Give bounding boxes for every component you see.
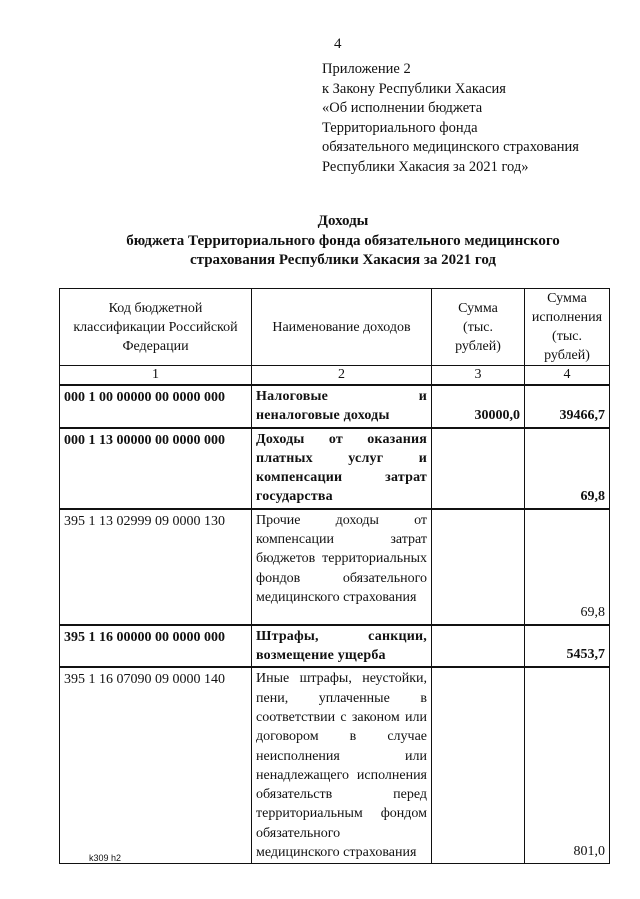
page-number: 4 [334,36,342,52]
title-line: бюджета Территориального фонда обязательного медицинского [126,232,560,249]
table-row [60,667,610,863]
row-name: Иные штрафы, неустойки, пени, уплаченные в соответствии с законом или договором в случае неисполнения или ненадлежащего исполнения обязательств перед территориальным фондом обязательного медицинского страхования [252,667,432,863]
row-executed: 39466,7 [525,385,610,428]
appendix-line: к Закону Республики Хакасия [322,80,506,97]
column-number: 4 [525,366,610,386]
row-name: Доходы от оказания платных услуг и компенсации затрат государства [252,428,432,509]
table-header-row [60,289,610,366]
appendix-line: «Об исполнении бюджета [322,100,483,116]
column-number: 3 [432,366,525,386]
appendix-line: обязательного медицинского страхования [322,139,579,155]
column-number: 1 [60,366,252,386]
title-line: Доходы [317,213,369,229]
appendix-header [322,60,579,177]
header-sum: Сумма (тыс. рублей) [432,289,525,366]
column-number: 2 [252,366,432,386]
document-title [60,212,626,271]
row-sum [432,428,525,509]
table-row [60,385,610,428]
column-number-row [60,366,610,386]
appendix-line: Территориального фонда [322,119,478,136]
row-executed: 801,0 [525,667,610,863]
table-row [60,509,610,625]
row-sum [432,509,525,625]
row-name: Штрафы, санкции, возмещение ущерба [252,625,432,668]
header-code: Код бюджетной классификации Российской Федерации [60,289,252,366]
row-name: Прочие доходы от компенсации затрат бюджетов территориальных фондов обязательного медицинского страхования [252,509,432,625]
row-sum: 30000,0 [432,385,525,428]
appendix-line: Республики Хакасия за 2021 год» [322,158,529,175]
appendix-line: Приложение 2 [322,61,411,77]
table-row [60,625,610,668]
table-row [60,428,610,509]
row-code: 395 1 16 07090 09 0000 140 [60,667,252,863]
row-code: 000 1 13 00000 00 0000 000 [60,428,252,509]
row-code: 000 1 00 00000 00 0000 000 [60,385,252,428]
header-executed: Сумма исполнения (тыс. рублей) [525,289,610,366]
row-code: 395 1 13 02999 09 0000 130 [60,509,252,625]
row-sum [432,667,525,863]
row-executed: 69,8 [525,428,610,509]
header-name: Наименование доходов [252,289,432,366]
row-code: 395 1 16 00000 00 0000 000 [60,625,252,668]
row-executed: 5453,7 [525,625,610,668]
row-name: Налоговые и неналоговые доходы [252,385,432,428]
row-executed: 69,8 [525,509,610,625]
income-table [59,288,610,864]
row-sum [432,625,525,668]
footer-code: k309 h2 [89,853,122,863]
title-line: страхования Республики Хакасия за 2021 год [189,252,497,268]
